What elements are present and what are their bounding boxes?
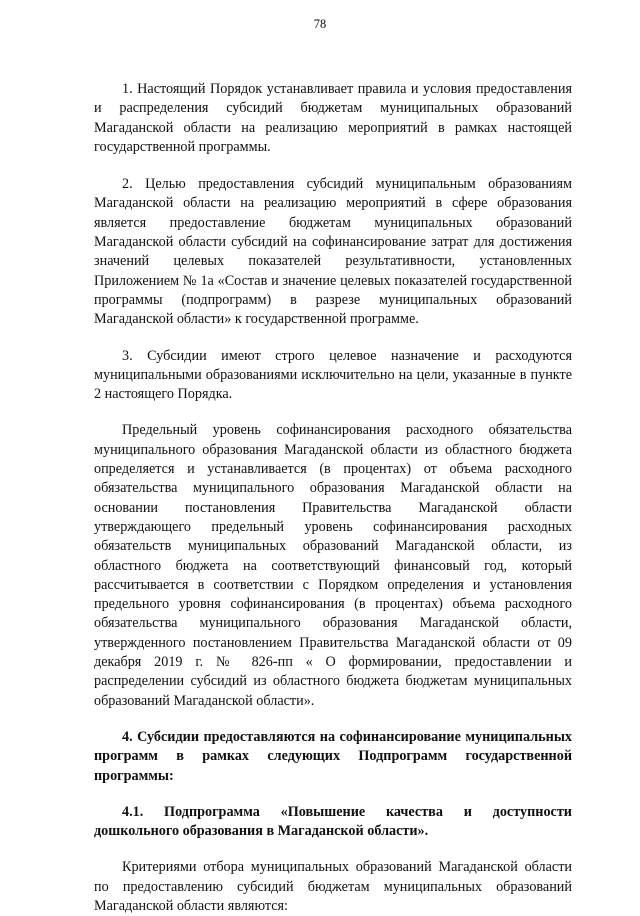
subsection-4-1-heading: 4.1. Подпрограмма «Повышение качества и доступности дошкольного образования в Магаданской области».	[94, 803, 572, 840]
paragraph-1: 1. Настоящий Порядок устанавливает правила и условия предоставления и распределения субсидий бюджетам муниципальных образований Магаданской области на реализацию мероприятий в рамках настоящей государственной программы.	[94, 81, 572, 155]
paragraph-selection-criteria: Критериями отбора муниципальных образований Магаданской области по предоставлению субсидий бюджетам муниципальных образований Магаданской области являются:	[94, 859, 572, 914]
paragraph-3: 3. Субсидии имеют строго целевое назначение и расходуются муниципальными образованиями исключительно на цели, указанные в пункте 2 настоящего Порядка.	[94, 347, 572, 403]
paragraph-cofinancing-level: Предельный уровень софинансирования расходного обязательства муниципального образования Магаданской области из областного бюджета определяется и устанавливается (в процентах) от объема расходного обязательства муниципального образования Магаданской области на основании постановления Правительства Магаданской области утверждающего предельный уровень софинансирования расходных обязательств муниципальных образований Магаданской области, из областного бюджета на соответствующий финансовый год, который рассчитывается в соответствии с Порядком определения и установления предельного уровня софинансирования (в процентах) объема расходного обязательства муниципального образования Магаданской области, утвержденного постановлением Правительства Магаданской области от 09 декабря 2019 г. № 826-пп « О формировании, предоставлении и распределении субсидий из областного бюджета бюджетам муниципальных образований Магаданской области».	[94, 422, 572, 709]
section-4-heading: 4. Субсидии предоставляются на софинансирование муниципальных программ в рамках следующих Подпрограмм государственной программы:	[94, 728, 572, 784]
document-body	[94, 80, 572, 916]
paragraph-2: 2. Целью предоставления субсидий муниципальным образованиям Магаданской области на реализацию мероприятий в сфере образования является предоставление бюджетам муниципальных образований Магаданской области субсидий на софинансирование затрат для достижения значений целевых показателей результативности, установленных Приложением № 1а «Состав и значение целевых показателей государственной программы (подпрограмм) в разрезе муниципальных образований Магаданской области» к государственной программе.	[94, 176, 572, 328]
page-number: 78	[313, 17, 327, 31]
